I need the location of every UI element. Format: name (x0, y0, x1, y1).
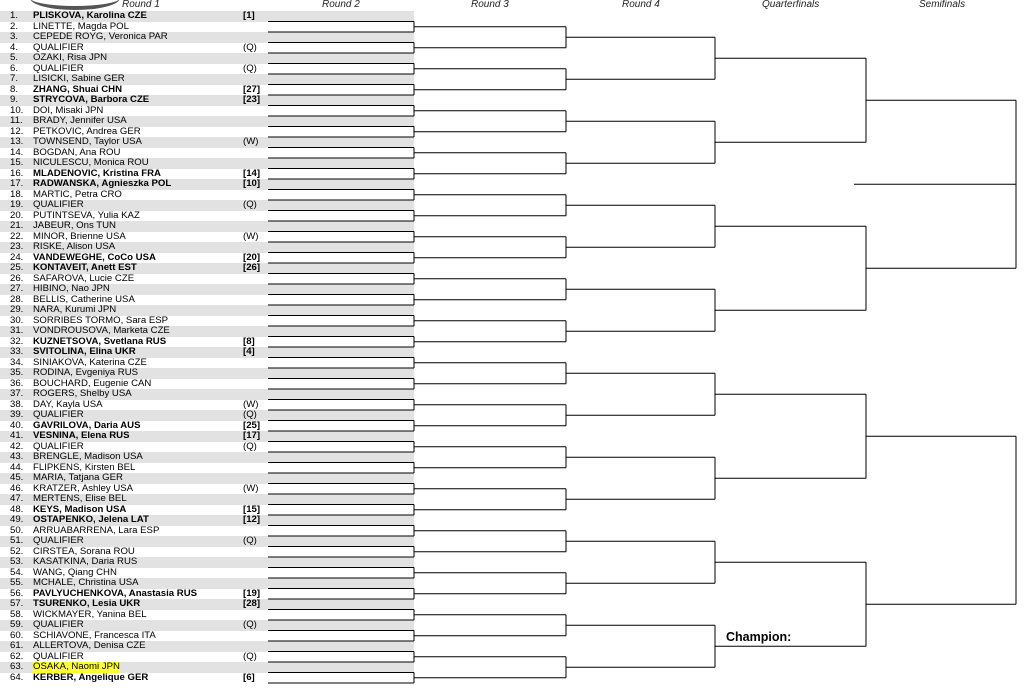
player-name: FLIPKENS, Kirsten BEL (33, 461, 136, 473)
player-name: MERTENS, Elise BEL (33, 493, 127, 504)
player-name: QUALIFIER (33, 62, 84, 74)
player-name: SINIAKOVA, Katerina CZE (33, 356, 147, 368)
draw-position: 38. (10, 398, 24, 410)
draw-position: 26. (10, 272, 24, 284)
draw-position: 24. (10, 251, 24, 263)
draw-position: 23. (10, 241, 24, 252)
player-seed: (W) (243, 230, 259, 242)
player-seed: [26] (243, 262, 261, 273)
player-name: SORRIBES TORMO, Sara ESP (33, 314, 169, 326)
player-name: BRADY, Jennifer USA (33, 115, 127, 126)
player-seed: (W) (243, 398, 259, 410)
draw-position: 29. (10, 304, 24, 315)
draw-position: 28. (10, 293, 24, 305)
player-name: MARIA, Tatjana GER (33, 472, 123, 483)
player-name: MCHALE, Christina USA (33, 577, 139, 588)
draw-position: 33. (10, 346, 24, 357)
player-name: WANG, Qiang CHN (33, 566, 117, 578)
player-name: OSTAPENKO, Jelena LAT (33, 514, 149, 525)
draw-position: 37. (10, 388, 24, 399)
draw-position: 2. (10, 20, 19, 32)
draw-position: 49. (10, 514, 24, 525)
round-header-2: Round 2 (322, 0, 360, 10)
player-seed: (Q) (243, 440, 257, 452)
draw-position: 36. (10, 377, 24, 389)
draw-position: 9. (10, 94, 19, 105)
draw-position: 44. (10, 461, 24, 473)
draw-position: 27. (10, 283, 24, 294)
player-seed: (Q) (243, 409, 257, 420)
draw-position: 59. (10, 619, 24, 630)
player-seed: [8] (243, 335, 255, 347)
player-seed: [12] (243, 514, 261, 525)
draw-position: 13. (10, 136, 24, 147)
player-seed: [10] (243, 178, 261, 189)
player-seed: [14] (243, 167, 261, 179)
draw-position: 40. (10, 419, 24, 431)
player-name: VANDEWEGHE, CoCo USA (33, 251, 156, 263)
player-seed: (Q) (243, 199, 257, 210)
player-name: PETKOVIC, Andrea GER (33, 125, 141, 137)
draw-position: 21. (10, 220, 24, 231)
player-name: BELLIS, Catherine USA (33, 293, 135, 305)
draw-position: 60. (10, 629, 24, 641)
player-name: CEPEDE ROYG, Veronica PAR (33, 31, 168, 42)
player-seed: [28] (243, 598, 261, 609)
player-seed: (Q) (243, 535, 257, 546)
player-name: GAVRILOVA, Daria AUS (33, 419, 141, 431)
player-seed: [27] (243, 83, 261, 95)
player-seed: [25] (243, 419, 261, 431)
player-name: KRATZER, Ashley USA (33, 482, 134, 494)
player-name: QUALIFIER (33, 440, 84, 452)
draw-position: 1. (10, 10, 19, 21)
player-name: QUALIFIER (33, 199, 84, 210)
draw-position: 64. (10, 671, 24, 683)
draw-position: 5. (10, 52, 19, 63)
player-seed: [15] (243, 503, 261, 515)
draw-position: 41. (10, 430, 24, 441)
player-name: BOUCHARD, Eugenie CAN (33, 377, 152, 389)
draw-position: 11. (10, 115, 23, 126)
player-name: DAY, Kayla USA (33, 398, 103, 410)
player-name: TOWNSEND, Taylor USA (33, 136, 142, 147)
draw-position: 3. (10, 31, 19, 42)
player-seed: [19] (243, 587, 261, 599)
draw-position: 7. (10, 73, 19, 84)
draw-position: 52. (10, 545, 24, 557)
player-seed: (Q) (243, 650, 257, 662)
player-name: DOI, Misaki JPN (33, 104, 104, 116)
player-seed: (Q) (243, 619, 257, 630)
round-header-3: Round 3 (471, 0, 509, 10)
player-name: NICULESCU, Monica ROU (33, 157, 149, 168)
player-seed: (Q) (243, 62, 257, 74)
player-name: PLISKOVA, Karolina CZE (33, 10, 147, 21)
draw-position: 39. (10, 409, 24, 420)
player-name: QUALIFIER (33, 535, 84, 546)
player-name: LINETTE, Magda POL (33, 20, 129, 32)
draw-position: 48. (10, 503, 24, 515)
draw-position: 42. (10, 440, 24, 452)
player-seed: [6] (243, 671, 255, 683)
round-header-quarterfinals: Quarterfinals (762, 0, 820, 10)
draw-position: 61. (10, 640, 24, 651)
player-name: WICKMAYER, Yanina BEL (33, 608, 147, 620)
player-name: VONDROUSOVA, Marketa CZE (33, 325, 170, 336)
player-name: SCHIAVONE, Francesca ITA (33, 629, 156, 641)
player-seed: [20] (243, 251, 261, 263)
draw-position: 22. (10, 230, 24, 242)
player-name: KERBER, Angelique GER (33, 671, 149, 683)
draw-position: 62. (10, 650, 24, 662)
player-name: QUALIFIER (33, 41, 84, 53)
player-seed: [4] (243, 346, 255, 357)
player-name: KEYS, Madison USA (33, 503, 127, 515)
draw-position: 12. (10, 125, 24, 137)
draw-position: 53. (10, 556, 24, 567)
round-header-1: Round 1 (122, 0, 160, 10)
draw-position: 58. (10, 608, 24, 620)
player-name: TSURENKO, Lesia UKR (33, 598, 141, 609)
player-name: PUTINTSEVA, Yulia KAZ (33, 209, 140, 221)
player-seed: [23] (243, 94, 261, 105)
draw-position: 56. (10, 587, 24, 599)
player-seed: (W) (243, 136, 259, 147)
player-name: SVITOLINA, Elina UKR (33, 346, 136, 357)
draw-position: 35. (10, 367, 24, 378)
draw-position: 30. (10, 314, 24, 326)
player-name: JABEUR, Ons TUN (33, 220, 116, 231)
player-name: MLADENOVIC, Kristina FRA (33, 167, 161, 179)
draw-position: 18. (10, 188, 24, 200)
draw-position: 32. (10, 335, 24, 347)
player-name: KASATKINA, Daria RUS (33, 556, 138, 567)
draw-position: 20. (10, 209, 24, 221)
player-name: QUALIFIER (33, 409, 84, 420)
draw-position: 47. (10, 493, 24, 504)
draw-position: 45. (10, 472, 24, 483)
draw-position: 19. (10, 199, 24, 210)
player-name: KUZNETSOVA, Svetlana RUS (33, 335, 167, 347)
draw-position: 57. (10, 598, 24, 609)
draw-position: 51. (10, 535, 24, 546)
draw-position: 8. (10, 83, 19, 95)
player-name: OZAKI, Risa JPN (33, 52, 108, 63)
player-name: VESNINA, Elena RUS (33, 430, 130, 441)
draw-position: 10. (10, 104, 24, 116)
player-name: LISICKI, Sabine GER (33, 73, 125, 84)
player-seed: (Q) (243, 41, 257, 53)
draw-position: 43. (10, 451, 24, 462)
player-name: OSAKA, Naomi JPN (33, 661, 120, 672)
champion-label: Champion: (726, 630, 792, 644)
draw-position: 4. (10, 41, 19, 53)
player-name: BRENGLE, Madison USA (33, 451, 143, 462)
draw-position: 15. (10, 157, 24, 168)
draw-position: 6. (10, 62, 19, 74)
draw-position: 31. (10, 325, 24, 336)
player-name: ARRUABARRENA, Lara ESP (33, 524, 160, 536)
player-seed: [1] (243, 10, 255, 21)
draw-position: 55. (10, 577, 24, 588)
player-name: SAFAROVA, Lucie CZE (33, 272, 135, 284)
player-name: QUALIFIER (33, 619, 84, 630)
player-seed: (W) (243, 482, 259, 494)
player-name: RISKE, Alison USA (33, 241, 116, 252)
player-name: HIBINO, Nao JPN (33, 283, 110, 294)
round-header-4: Round 4 (622, 0, 660, 10)
player-name: MARTIC, Petra CRO (33, 188, 122, 200)
player-name: STRYCOVA, Barbora CZE (33, 94, 150, 105)
player-name: BOGDAN, Ana ROU (33, 146, 121, 158)
draw-position: 54. (10, 566, 24, 578)
draw-position: 63. (10, 661, 24, 672)
draw-position: 14. (10, 146, 24, 158)
player-name: ZHANG, Shuai CHN (33, 83, 123, 95)
round-header-semifinals: Semifinals (919, 0, 966, 10)
player-name: RADWANSKA, Agnieszka POL (33, 178, 172, 189)
draw-position: 16. (10, 167, 24, 179)
player-name: MINOR, Brienne USA (33, 230, 126, 242)
player-name: CIRSTEA, Sorana ROU (33, 545, 135, 557)
player-name: QUALIFIER (33, 650, 84, 662)
draw-position: 46. (10, 482, 24, 494)
draw-position: 34. (10, 356, 24, 368)
player-name: ROGERS, Shelby USA (33, 388, 132, 399)
player-name: KONTAVEIT, Anett EST (33, 262, 137, 273)
player-seed: [17] (243, 430, 261, 441)
draw-position: 25. (10, 262, 24, 273)
draw-position: 17. (10, 178, 24, 189)
player-name: ALLERTOVA, Denisa CZE (33, 640, 146, 651)
player-name: PAVLYUCHENKOVA, Anastasia RUS (33, 587, 198, 599)
player-name: NARA, Kurumi JPN (33, 304, 117, 315)
draw-position: 50. (10, 524, 24, 536)
player-name: RODINA, Evgeniya RUS (33, 367, 139, 378)
